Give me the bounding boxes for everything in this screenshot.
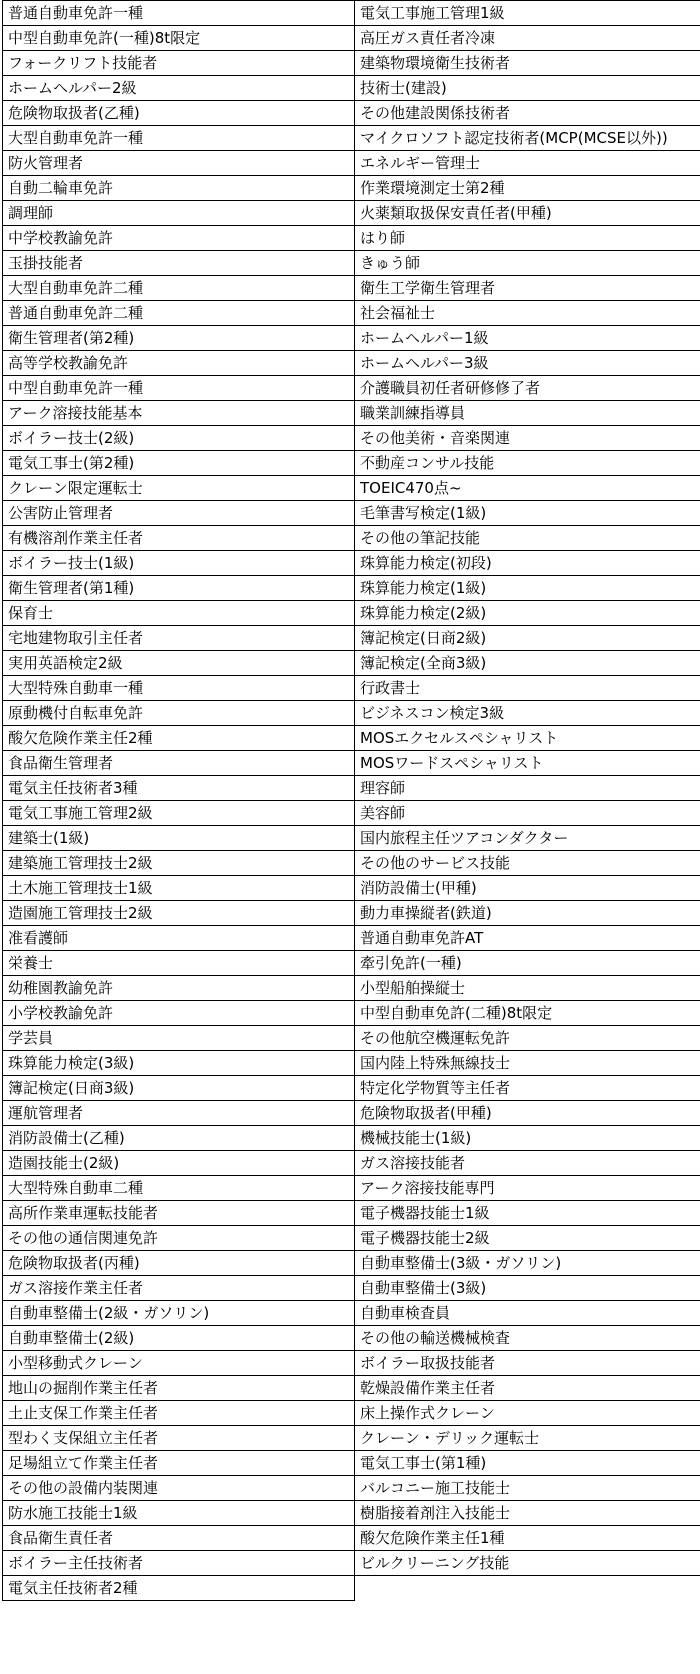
table-cell-right[interactable]: クレーン・デリック運転士	[355, 1426, 700, 1451]
table-cell-left[interactable]: ボイラー主任技術者	[3, 1551, 355, 1576]
table-cell-right[interactable]: 床上操作式クレーン	[355, 1401, 700, 1426]
table-cell-right[interactable]: エネルギー管理士	[355, 151, 700, 176]
table-row	[3, 1251, 700, 1276]
table-cell-left[interactable]: 地山の掘削作業主任者	[3, 1376, 355, 1401]
table-cell-left[interactable]: 電気工事士(第2種)	[3, 451, 355, 476]
table-cell-left[interactable]: 食品衛生責任者	[3, 1526, 355, 1551]
table-cell-right[interactable]: ホームヘルパー3級	[355, 351, 700, 376]
table-row	[3, 451, 700, 476]
table-cell-right[interactable]: 中型自動車免許(二種)8t限定	[355, 1001, 700, 1026]
table-row	[3, 326, 700, 351]
table-row	[3, 626, 700, 651]
table-row	[3, 776, 700, 801]
table-row	[3, 601, 700, 626]
table-cell-right[interactable]: 理容師	[355, 776, 700, 801]
table-row	[3, 1126, 700, 1151]
table-cell-left[interactable]: 珠算能力検定(3級)	[3, 1051, 355, 1076]
table-cell-left[interactable]: 足場組立て作業主任者	[3, 1451, 355, 1476]
table-cell-left[interactable]: 栄養士	[3, 951, 355, 976]
table-cell-right[interactable]: ガス溶接技能者	[355, 1151, 700, 1176]
table-row	[3, 976, 700, 1001]
table-row	[3, 826, 700, 851]
table-cell-left[interactable]: 実用英語検定2級	[3, 651, 355, 676]
table-cell-left[interactable]: 中型自動車免許(一種)8t限定	[3, 26, 355, 51]
table-row	[3, 1526, 700, 1551]
table-cell-left[interactable]: 建築士(1級)	[3, 826, 355, 851]
table-cell-left[interactable]: 造園技能士(2級)	[3, 1151, 355, 1176]
table-cell-right[interactable]: 介護職員初任者研修修了者	[355, 376, 700, 401]
table-row	[3, 151, 700, 176]
table-cell-right[interactable]: 樹脂接着剤注入技能士	[355, 1501, 700, 1526]
table-cell-left[interactable]: クレーン限定運転士	[3, 476, 355, 501]
table-cell-left[interactable]: その他の通信関連免許	[3, 1226, 355, 1251]
table-cell-left[interactable]: 准看護師	[3, 926, 355, 951]
table-cell-right[interactable]: バルコニー施工技能士	[355, 1476, 700, 1501]
table-cell-left[interactable]: 造園施工管理技士2級	[3, 901, 355, 926]
table-cell-right[interactable]: 電子機器技能士1級	[355, 1201, 700, 1226]
qualification-table	[2, 0, 700, 1601]
table-cell-right[interactable]: 牽引免許(一種)	[355, 951, 700, 976]
table-row	[3, 1401, 700, 1426]
table-cell-right[interactable]: 電気工事施工管理1級	[355, 1, 700, 26]
table-cell-right[interactable]: 行政書士	[355, 676, 700, 701]
table-cell-right[interactable]: きゅう師	[355, 251, 700, 276]
table-cell-left[interactable]: 中学校教諭免許	[3, 226, 355, 251]
table-row	[3, 1101, 700, 1126]
table-cell-right[interactable]: 普通自動車免許AT	[355, 926, 700, 951]
table-row	[3, 1201, 700, 1226]
table-cell-left[interactable]: 自動車整備士(2級・ガソリン)	[3, 1301, 355, 1326]
table-row	[3, 251, 700, 276]
table-cell-right[interactable]: 毛筆書写検定(1級)	[355, 501, 700, 526]
table-cell-right[interactable]: 電気工事士(第1種)	[355, 1451, 700, 1476]
table-cell-left[interactable]: 高等学校教諭免許	[3, 351, 355, 376]
table-cell-right[interactable]: 電子機器技能士2級	[355, 1226, 700, 1251]
table-row	[3, 1476, 700, 1501]
table-row	[3, 551, 700, 576]
table-row	[3, 26, 700, 51]
table-cell-right[interactable]: 自動車整備士(3級)	[355, 1276, 700, 1301]
table-cell-right[interactable]: アーク溶接技能専門	[355, 1176, 700, 1201]
table-cell-right[interactable]: 消防設備士(甲種)	[355, 876, 700, 901]
table-row	[3, 951, 700, 976]
table-row	[3, 426, 700, 451]
table-cell-right[interactable]: 不動産コンサル技能	[355, 451, 700, 476]
table-row	[3, 51, 700, 76]
table-cell-right[interactable]: 技術士(建設)	[355, 76, 700, 101]
table-cell-right[interactable]: 作業環境測定士第2種	[355, 176, 700, 201]
table-cell-left[interactable]: 電気主任技術者2種	[3, 1576, 355, 1601]
table-row	[3, 1151, 700, 1176]
table-row	[3, 1426, 700, 1451]
table-row	[3, 1301, 700, 1326]
table-cell-left[interactable]: 普通自動車免許一種	[3, 1, 355, 26]
table-cell-right[interactable]: MOSワードスペシャリスト	[355, 751, 700, 776]
table-row	[3, 476, 700, 501]
table-cell-right[interactable]: その他航空機運転免許	[355, 1026, 700, 1051]
table-cell-left[interactable]: 運航管理者	[3, 1101, 355, 1126]
table-cell-left[interactable]: 土木施工管理技士1級	[3, 876, 355, 901]
table-row	[3, 176, 700, 201]
table-cell-right[interactable]: 珠算能力検定(初段)	[355, 551, 700, 576]
table-row	[3, 676, 700, 701]
table-row	[3, 1501, 700, 1526]
table-cell-right[interactable]: 自動車検査員	[355, 1301, 700, 1326]
table-row	[3, 1, 700, 26]
table-cell-right[interactable]: TOEIC470点~	[355, 476, 700, 501]
table-cell-right[interactable]	[355, 1576, 700, 1601]
table-cell-left[interactable]: 危険物取扱者(乙種)	[3, 101, 355, 126]
table-cell-left[interactable]: 簿記検定(日商3級)	[3, 1076, 355, 1101]
table-cell-left[interactable]: 普通自動車免許二種	[3, 301, 355, 326]
table-row	[3, 576, 700, 601]
table-cell-left[interactable]: 土止支保工作業主任者	[3, 1401, 355, 1426]
table-row	[3, 701, 700, 726]
table-cell-left[interactable]: 食品衛生管理者	[3, 751, 355, 776]
table-row	[3, 1026, 700, 1051]
table-row	[3, 651, 700, 676]
table-cell-right[interactable]: 動力車操縦者(鉄道)	[355, 901, 700, 926]
table-row	[3, 126, 700, 151]
table-row	[3, 1076, 700, 1101]
table-cell-left[interactable]: 危険物取扱者(丙種)	[3, 1251, 355, 1276]
table-row	[3, 751, 700, 776]
table-cell-left[interactable]: 衛生管理者(第2種)	[3, 326, 355, 351]
table-row	[3, 351, 700, 376]
table-row	[3, 1451, 700, 1476]
table-cell-left[interactable]: 有機溶剤作業主任者	[3, 526, 355, 551]
table-cell-left[interactable]: 衛生管理者(第1種)	[3, 576, 355, 601]
table-row	[3, 901, 700, 926]
qualification-table-body	[3, 1, 700, 1601]
table-row	[3, 851, 700, 876]
table-cell-left[interactable]: 型わく支保組立主任者	[3, 1426, 355, 1451]
table-cell-left[interactable]: 学芸員	[3, 1026, 355, 1051]
table-cell-right[interactable]: 酸欠危険作業主任1種	[355, 1526, 700, 1551]
table-row	[3, 1176, 700, 1201]
table-cell-right[interactable]: 国内旅程主任ツアコンダクター	[355, 826, 700, 851]
table-cell-left[interactable]: 防火管理者	[3, 151, 355, 176]
table-row	[3, 1226, 700, 1251]
table-row	[3, 1326, 700, 1351]
table-cell-left[interactable]: ホームヘルパー2級	[3, 76, 355, 101]
table-cell-right[interactable]: 小型船舶操縦士	[355, 976, 700, 1001]
table-cell-right[interactable]: 簿記検定(日商2級)	[355, 626, 700, 651]
table-cell-right[interactable]: 機械技能士(1級)	[355, 1126, 700, 1151]
table-row	[3, 376, 700, 401]
table-cell-left[interactable]: 大型自動車免許二種	[3, 276, 355, 301]
table-cell-left[interactable]: 電気工事施工管理2級	[3, 801, 355, 826]
table-row	[3, 101, 700, 126]
table-cell-right[interactable]: ホームヘルパー1級	[355, 326, 700, 351]
table-cell-right[interactable]: 社会福祉士	[355, 301, 700, 326]
table-cell-left[interactable]: ガス溶接作業主任者	[3, 1276, 355, 1301]
table-cell-left[interactable]: 自動二輪車免許	[3, 176, 355, 201]
table-row	[3, 1051, 700, 1076]
table-cell-left[interactable]: 消防設備士(乙種)	[3, 1126, 355, 1151]
table-row	[3, 76, 700, 101]
table-cell-left[interactable]: 防水施工技能士1級	[3, 1501, 355, 1526]
table-cell-left[interactable]: 保育士	[3, 601, 355, 626]
table-row	[3, 1376, 700, 1401]
table-cell-right[interactable]: 乾燥設備作業主任者	[355, 1376, 700, 1401]
table-cell-left[interactable]: 宅地建物取引主任者	[3, 626, 355, 651]
table-cell-right[interactable]: 珠算能力検定(2級)	[355, 601, 700, 626]
table-cell-left[interactable]: 原動機付自転車免許	[3, 701, 355, 726]
table-cell-right[interactable]: 簿記検定(全商3級)	[355, 651, 700, 676]
table-cell-left[interactable]: 幼稚園教諭免許	[3, 976, 355, 1001]
table-cell-left[interactable]: 高所作業車運転技能者	[3, 1201, 355, 1226]
table-cell-left[interactable]: アーク溶接技能基本	[3, 401, 355, 426]
table-cell-left[interactable]: 小学校教諭免許	[3, 1001, 355, 1026]
table-cell-left[interactable]: 小型移動式クレーン	[3, 1351, 355, 1376]
table-cell-right[interactable]: マイクロソフト認定技術者(MCP(MCSE以外))	[355, 126, 700, 151]
table-cell-right[interactable]: 高圧ガス責任者冷凍	[355, 26, 700, 51]
table-row	[3, 1351, 700, 1376]
table-cell-left[interactable]: 大型特殊自動車一種	[3, 676, 355, 701]
table-row	[3, 1001, 700, 1026]
table-cell-left[interactable]: 調理師	[3, 201, 355, 226]
table-cell-right[interactable]: ボイラー取扱技能者	[355, 1351, 700, 1376]
table-cell-right[interactable]: ビジネスコン検定3級	[355, 701, 700, 726]
table-row	[3, 401, 700, 426]
table-cell-left[interactable]: 公害防止管理者	[3, 501, 355, 526]
table-cell-right[interactable]: 建築物環境衛生技術者	[355, 51, 700, 76]
table-cell-right[interactable]: 自動車整備士(3級・ガソリン)	[355, 1251, 700, 1276]
table-cell-left[interactable]: フォークリフト技能者	[3, 51, 355, 76]
table-cell-left[interactable]: 酸欠危険作業主任2種	[3, 726, 355, 751]
table-cell-left[interactable]: 大型特殊自動車二種	[3, 1176, 355, 1201]
table-cell-right[interactable]: 国内陸上特殊無線技士	[355, 1051, 700, 1076]
table-row	[3, 1276, 700, 1301]
table-cell-right[interactable]: その他の輸送機械検査	[355, 1326, 700, 1351]
table-cell-left[interactable]: 電気主任技術者3種	[3, 776, 355, 801]
table-row	[3, 276, 700, 301]
table-cell-right[interactable]: その他のサービス技能	[355, 851, 700, 876]
table-row	[3, 726, 700, 751]
table-cell-left[interactable]: 建築施工管理技士2級	[3, 851, 355, 876]
table-cell-left[interactable]: ボイラー技士(1級)	[3, 551, 355, 576]
table-cell-left[interactable]: ボイラー技士(2級)	[3, 426, 355, 451]
table-cell-right[interactable]: はり師	[355, 226, 700, 251]
table-cell-right[interactable]: 職業訓練指導員	[355, 401, 700, 426]
table-cell-right[interactable]: その他美術・音楽関連	[355, 426, 700, 451]
table-row	[3, 226, 700, 251]
table-row	[3, 801, 700, 826]
table-row	[3, 301, 700, 326]
table-row	[3, 501, 700, 526]
table-cell-right[interactable]: 火薬類取扱保安責任者(甲種)	[355, 201, 700, 226]
spreadsheet-sheet	[2, 0, 700, 1601]
table-row	[3, 926, 700, 951]
table-cell-right[interactable]: その他の筆記技能	[355, 526, 700, 551]
table-cell-left[interactable]: その他の設備内装関連	[3, 1476, 355, 1501]
table-row	[3, 876, 700, 901]
table-row	[3, 1551, 700, 1576]
table-cell-left[interactable]: 大型自動車免許一種	[3, 126, 355, 151]
table-cell-left[interactable]: 中型自動車免許一種	[3, 376, 355, 401]
table-cell-right[interactable]: 衛生工学衛生管理者	[355, 276, 700, 301]
table-row	[3, 1576, 700, 1601]
table-cell-right[interactable]: 危険物取扱者(甲種)	[355, 1101, 700, 1126]
table-cell-right[interactable]: 珠算能力検定(1級)	[355, 576, 700, 601]
table-cell-right[interactable]: 美容師	[355, 801, 700, 826]
table-cell-left[interactable]: 自動車整備士(2級)	[3, 1326, 355, 1351]
table-cell-right[interactable]: ビルクリーニング技能	[355, 1551, 700, 1576]
table-row	[3, 201, 700, 226]
table-cell-right[interactable]: その他建設関係技術者	[355, 101, 700, 126]
table-cell-right[interactable]: MOSエクセルスペシャリスト	[355, 726, 700, 751]
table-cell-right[interactable]: 特定化学物質等主任者	[355, 1076, 700, 1101]
table-row	[3, 526, 700, 551]
table-cell-left[interactable]: 玉掛技能者	[3, 251, 355, 276]
